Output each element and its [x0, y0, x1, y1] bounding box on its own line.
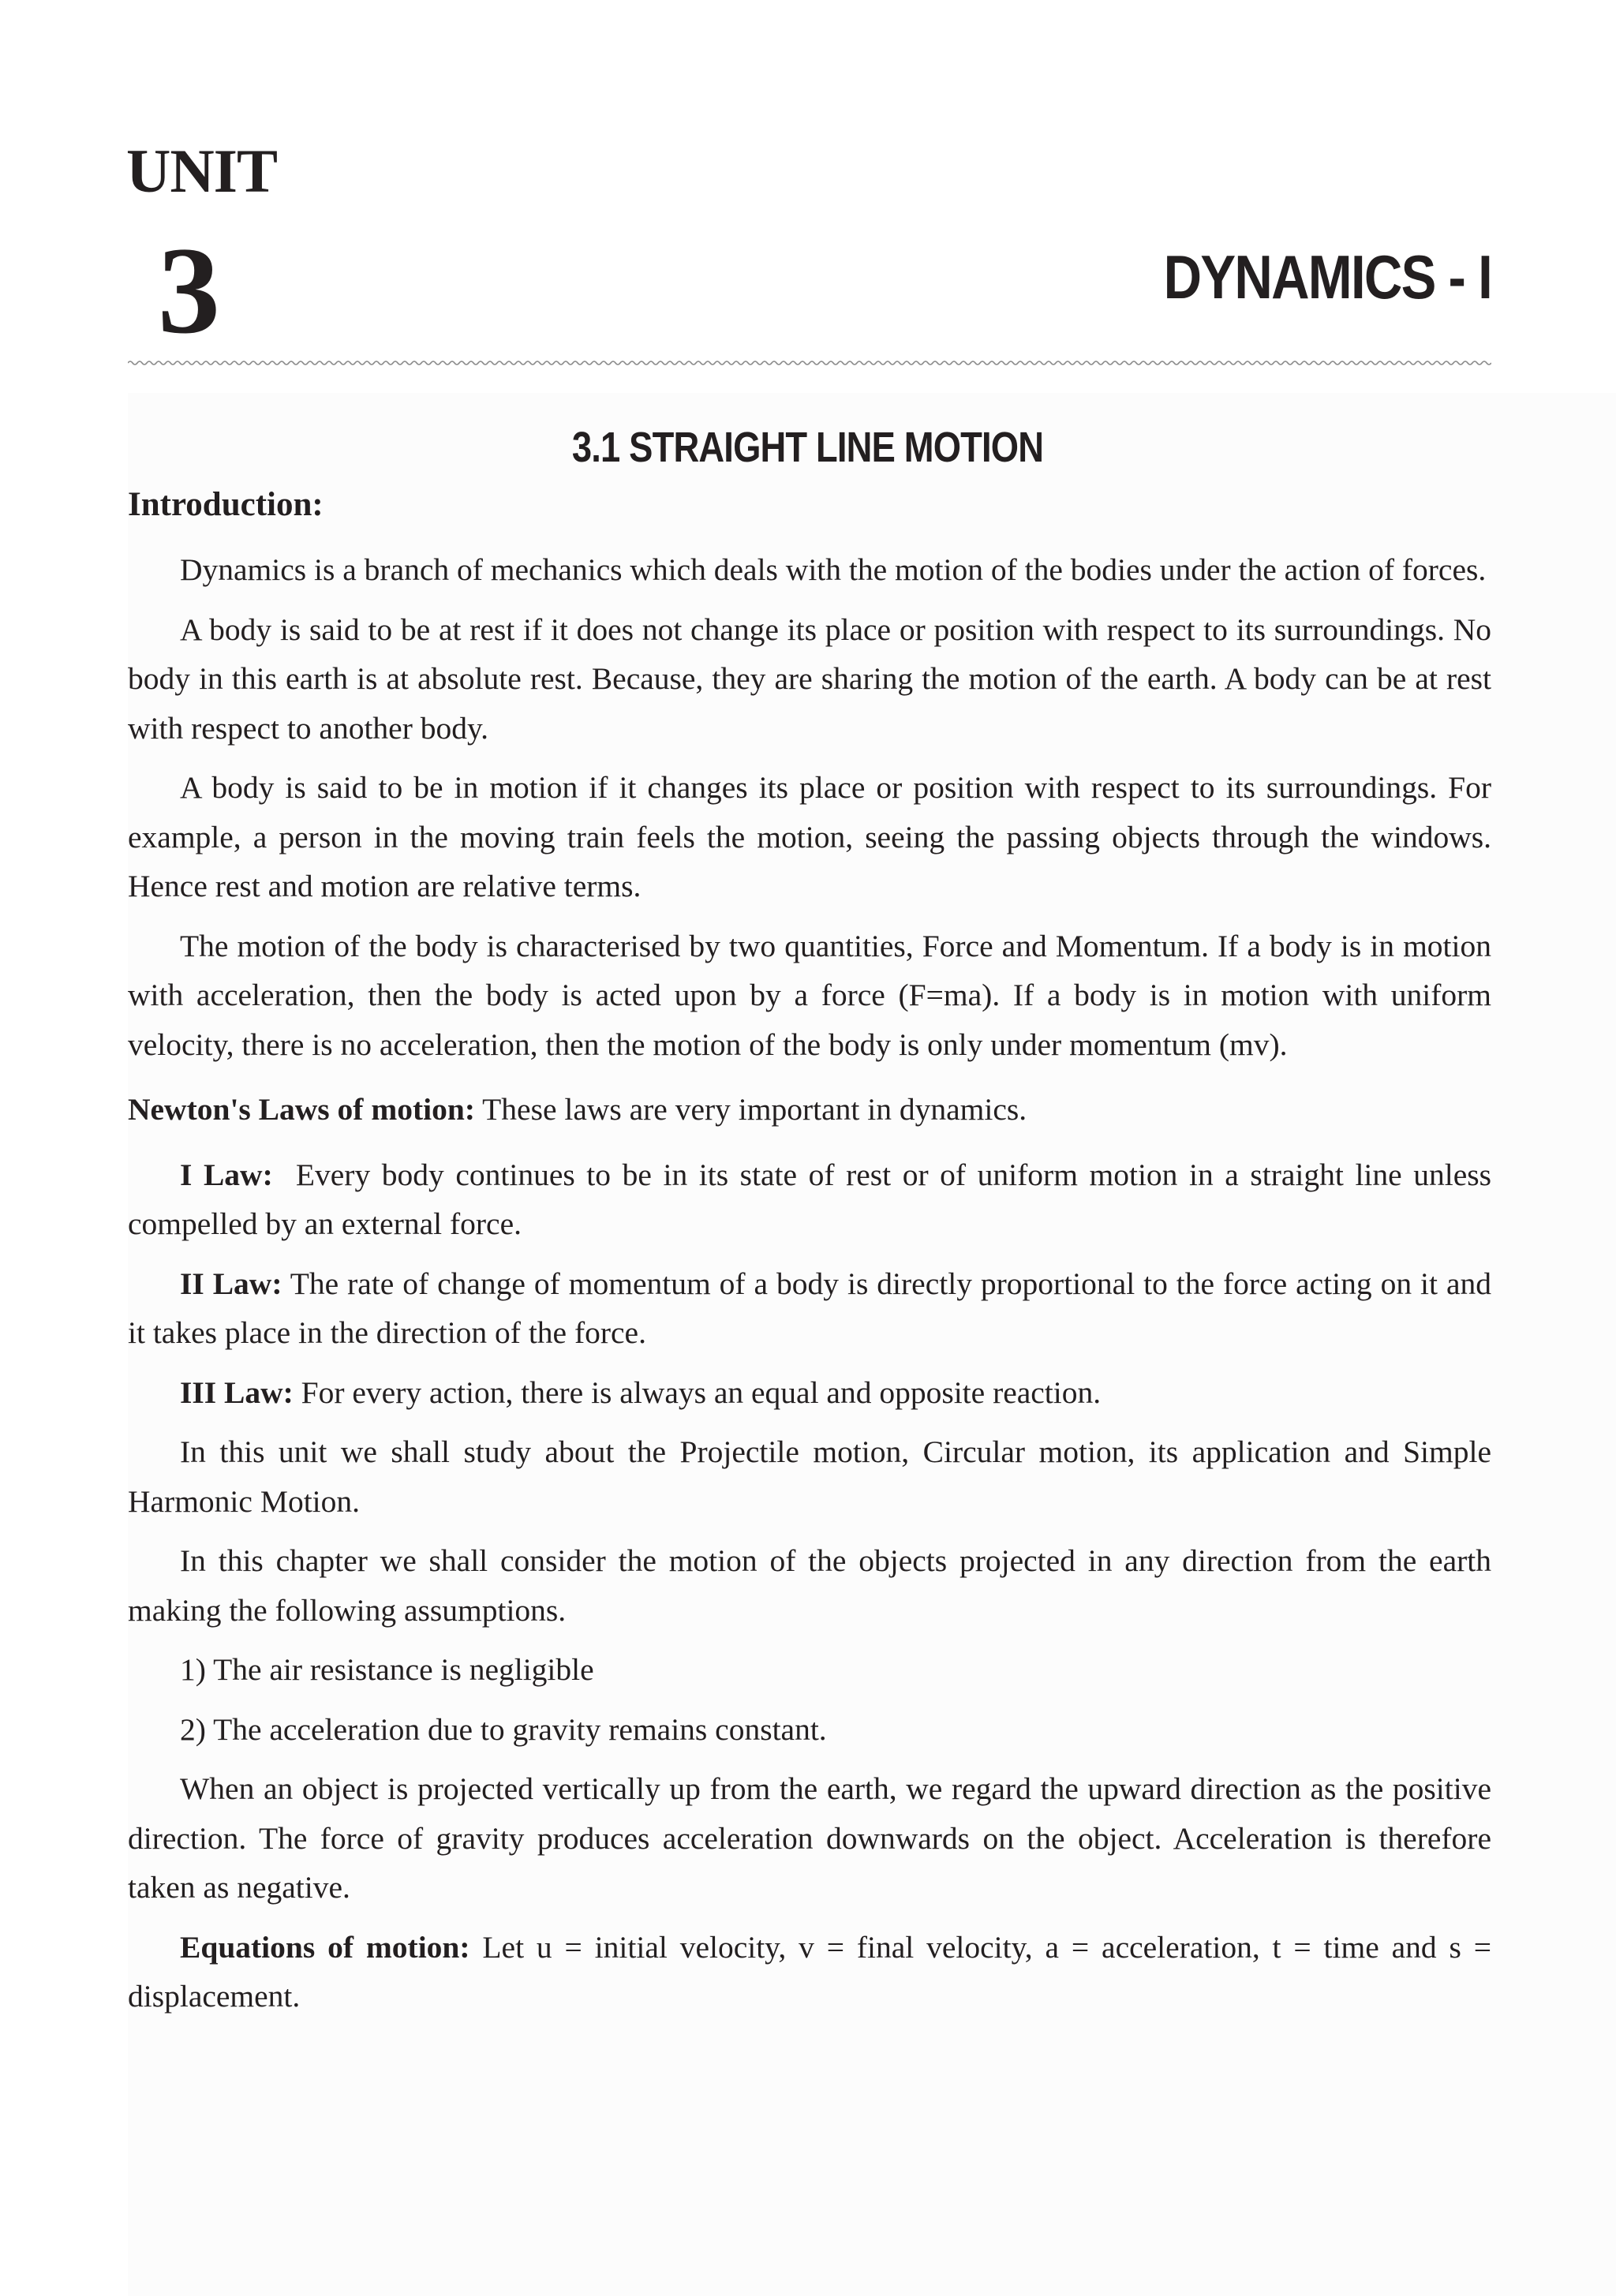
paragraph-motion: A body is said to be in motion if it changes its place or position with respect to its surroundings. For example, a person in the moving train feels the motion, seeing the passing objects through the windows. Hence rest and motion are relative terms.: [128, 770, 1491, 903]
paragraph-sign-convention: When an object is projected vertically up from the earth, we regard the upward direction as the positive direction. The force of gravity produces acceleration downwards on the object. Acceleration is therefore taken as negative.: [128, 1771, 1491, 1905]
equations-of-motion: [128, 1923, 1491, 2021]
unit-title: DYNAMICS - I: [1163, 242, 1491, 312]
first-law-label: I Law:: [180, 1157, 273, 1192]
first-law: [128, 1150, 1491, 1249]
second-law-label: II Law:: [180, 1266, 282, 1301]
introduction-heading: Introduction:: [128, 486, 324, 523]
second-law: [128, 1259, 1491, 1358]
paragraph-rest: A body is said to be at rest if it does not change its place or position with respect to its surroundings. No body in this earth is at absolute rest. Because, they are sharing the motion of the earth. A body can be at rest with respect to another body.: [128, 611, 1491, 746]
section-heading: [0, 426, 1616, 469]
equations-of-motion-label: Equations of motion:: [180, 1929, 470, 1965]
paragraph-unit-scope: In this unit we shall study about the Projectile motion, Circular motion, its application and Simple Harmonic Motion.: [128, 1434, 1491, 1519]
body-text: [128, 545, 1491, 2032]
equations-of-motion-text: Let u = initial velocity, v = final velocity, a = acceleration, t = time and s = displacement.: [128, 1929, 1492, 2014]
assumption-item: 1) The air resistance is negligible: [180, 1652, 594, 1687]
newtons-laws-intro: [128, 1085, 1491, 1135]
wavy-divider: [128, 357, 1491, 369]
newtons-laws-text: These laws are very important in dynamics.: [482, 1092, 1027, 1127]
third-law: [128, 1368, 1491, 1418]
paragraph-assumptions-intro: In this chapter we shall consider the motion of the objects projected in any direction from the earth making the following assumptions.: [128, 1543, 1491, 1628]
unit-label: UNIT: [126, 136, 278, 205]
first-law-text: Every body continues to be in its state of rest or of uniform motion in a straight line unless compelled by an external force.: [128, 1157, 1492, 1241]
section-heading-text: 3.1 STRAIGHT LINE MOTION: [572, 424, 1044, 471]
assumption-item: 2) The acceleration due to gravity remains constant.: [180, 1711, 827, 1747]
second-law-text: The rate of change of momentum of a body is directly proportional to the force acting on it and it takes place in the direction of the force.: [128, 1266, 1491, 1350]
newtons-laws-label: Newton's Laws of motion:: [128, 1092, 475, 1127]
third-law-text: For every action, there is always an equal and opposite reaction.: [301, 1374, 1102, 1410]
paragraph-definition: Dynamics is a branch of mechanics which deals with the motion of the bodies under the action of forces.: [180, 552, 1487, 587]
unit-number: 3: [158, 222, 220, 360]
third-law-label: III Law:: [180, 1374, 294, 1410]
paragraph-force-momentum: The motion of the body is characterised by two quantities, Force and Momentum. If a body is in motion with acceleration, then the body is acted upon by a force (F=ma). If a body is in motion with uniform velocity, there is no acceleration, then the motion of the body is only under momentum (mv).: [128, 928, 1491, 1062]
